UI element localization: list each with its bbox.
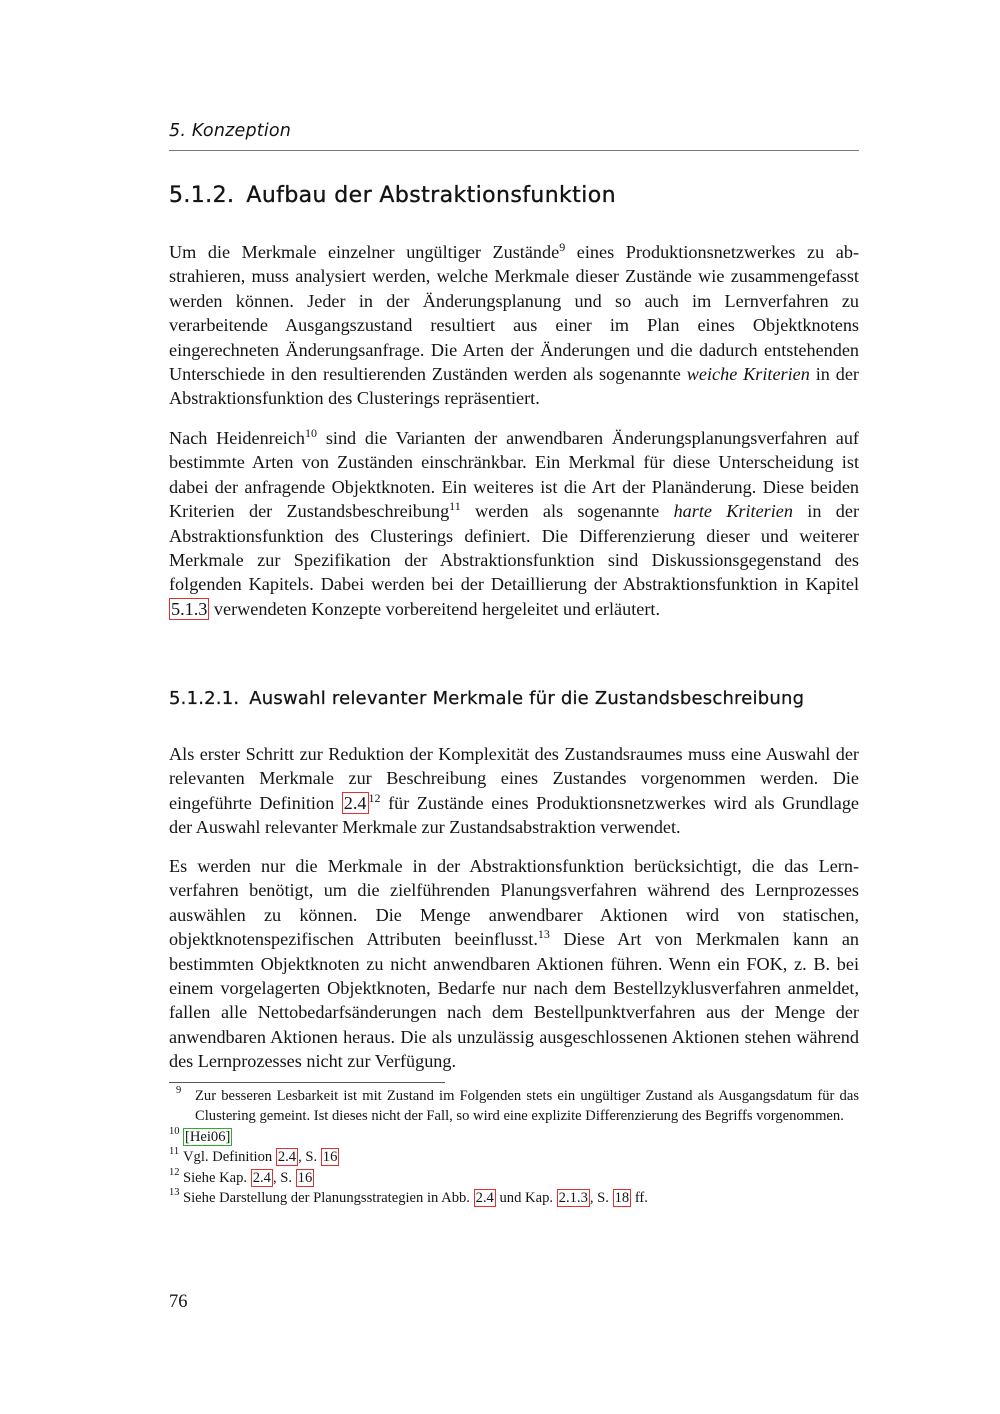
text-run: Diese Art von Merkmalen kann an bestimmten Objektknoten zu nicht anwendbaren Aktionen führen. Wenn ein FOK, z. B. bei einem vorgelagerten Objektknoten, Bedarfe nur nach dem Bestellzyklusverfahren anmeldet, fallen alle Nettobedarfsänderungen nach dem Bestellpunktverfahren aus der Menge der anwendbaren Aktionen heraus. Die als unzulässig ausgeschlossenen Aktionen stehen während des Lernprozesses nicht zur Verfügung. <box>169 929 859 1072</box>
footnote-12 <box>169 1168 859 1188</box>
footnote-rule <box>169 1082 445 1083</box>
text-run: in der Abstraktionsfunktion des Clusterings definiert. Die Differenzierung dieser und weiterer Merkmale zur Spezifikation der Abstraktionsfunktion sind Diskussionsgegenstand des folgenden Kapitels. Dabei werden bei der Detaillierung der Abstraktionsfunktion in Kapitel <box>169 501 860 595</box>
page-link[interactable]: 16 <box>322 1149 338 1166</box>
text-run: Um die Merkmale einzelner ungültiger Zustände <box>169 242 560 262</box>
section-heading <box>169 183 869 208</box>
footnote-number: 12 <box>169 1166 180 1178</box>
footnote-text: und Kap. <box>495 1190 557 1207</box>
footnote-marker[interactable]: 13 <box>537 927 550 942</box>
footnote-marker[interactable]: 9 <box>559 240 566 254</box>
text-run: für Zustände eines Produktionsnetzwerkes wird als Grundlage der Auswahl relevanter Merkmale zur Zustandsabstraktion verwendet. <box>169 792 859 838</box>
citation-link[interactable]: [Hei06] <box>185 1128 231 1145</box>
footnote-13 <box>169 1188 859 1208</box>
footnote-text: , S. <box>272 1169 296 1186</box>
running-head: 5. Konzeption <box>169 121 292 141</box>
text-run: verwendeten Konzepte vorbereitend hergeleitet und erläutert. <box>209 598 660 619</box>
subsection-heading <box>169 688 869 709</box>
chapter-link[interactable]: 2.4 <box>252 1169 271 1186</box>
text-run: Es werden nur die Merkmale in der Abstraktionsfunktion berücksichtigt, die das Lernverfahren benötigt, um die zielführenden Planungsverfahren während des Lernprozesses auswählen zu können. Die Menge anwendbarer Aktionen wird von statischen, objektknotenspezifischen Attributen beeinflusst. <box>169 856 859 950</box>
footnote-number: 13 <box>169 1187 180 1199</box>
emphasis: harte Kriterien <box>673 501 793 522</box>
footnote-marker[interactable]: 11 <box>449 499 461 514</box>
footnote-text: Vgl. Definition <box>183 1149 276 1166</box>
footnote-number: 9 <box>176 1085 182 1096</box>
footnotes <box>169 1086 859 1208</box>
footnote-marker[interactable]: 12 <box>368 790 381 805</box>
paragraph-1 <box>169 240 859 411</box>
paragraph-4 <box>169 854 859 1074</box>
footnote-text: ff. <box>631 1190 648 1207</box>
footnote-text: , S. <box>589 1190 613 1207</box>
section-title: Aufbau der Abstraktionsfunktion <box>246 183 616 208</box>
footnote-marker[interactable]: 10 <box>305 426 318 440</box>
footnote-10 <box>169 1127 859 1147</box>
subsection-title: Auswahl relevanter Merkmale für die Zustandsbeschreibung <box>249 688 805 709</box>
text-run: sind die Varianten der anwendbaren Änderungsplanungsverfahren auf bestimmte Arten von Zuständen einschränkbar. Ein Merkmal für diese Unterscheidung ist dabei der anfragende Objektknoten. Ein weiteres ist die Art der Planänderung. Diese beiden Kriterien der Zustandsbeschreibung <box>169 428 859 522</box>
section-number: 5.1.2. <box>169 183 235 208</box>
subsection-number: 5.1.2.1. <box>169 688 240 709</box>
text-run: eines Produktionsnetzwerkes zu abstrahieren, muss analysiert werden, welche Merkmale dieser Zustände wie zusammengefasst werden können. Jeder in der Änderungsplanung und so auch im Lernverfahren zu verarbeitende Ausgangszustand resultiert aus einer im Plan eines Objektknotens eingerechneten Änderungsanfrage. Die Arten der Änderungen und die dadurch entstehenden Unterschiede in den resultierenden Zuständen werden als sogenannte <box>169 242 859 385</box>
definition-link[interactable]: 2.4 <box>277 1149 297 1166</box>
footnote-text: Siehe Darstellung der Planungsstrategien in Abb. <box>183 1190 474 1207</box>
paragraph-2 <box>169 426 859 621</box>
footnote-number: 11 <box>169 1146 180 1158</box>
footnote-text: , S. <box>298 1149 321 1166</box>
footnote-number: 10 <box>169 1125 180 1137</box>
footnote-text: Siehe Kap. <box>183 1169 251 1186</box>
text-run: in der Abstraktionsfunktion des Clusterings repräsentiert. <box>169 364 859 409</box>
text-run: Als erster Schritt zur Reduktion der Komplexität des Zustandsraumes muss eine Auswahl der relevanten Merkmale zur Beschreibung eines Zustandes vorgenommen werden. Die eingeführte Definition <box>169 744 859 813</box>
page-link[interactable]: 18 <box>614 1190 630 1207</box>
definition-link[interactable]: 2.4 <box>343 792 367 813</box>
page-link[interactable]: 16 <box>297 1169 313 1186</box>
page-number: 76 <box>169 1292 188 1312</box>
chapter-link[interactable]: 2.1.3 <box>558 1190 588 1207</box>
header-rule <box>169 150 859 151</box>
footnote-text: Zur besseren Lesbarkeit ist mit Zustand im Folgenden stets ein ungültiger Zustand als Ausgangsdatum für das Clustering gemeint. Ist dieses nicht der Fall, so wird eine explizite Differenzierung des Begriffs vorgenommen. <box>195 1088 859 1125</box>
text-run: Nach Heidenreich <box>169 428 306 448</box>
figure-link[interactable]: 2.4 <box>475 1190 494 1207</box>
footnote-11 <box>169 1147 859 1167</box>
emphasis: weiche Kriterien <box>686 364 810 385</box>
paragraph-3 <box>169 742 859 840</box>
chapter-link[interactable]: 5.1.3 <box>171 598 208 619</box>
footnote-9 <box>169 1086 859 1127</box>
text-run: werden als sogenannte <box>460 501 674 522</box>
